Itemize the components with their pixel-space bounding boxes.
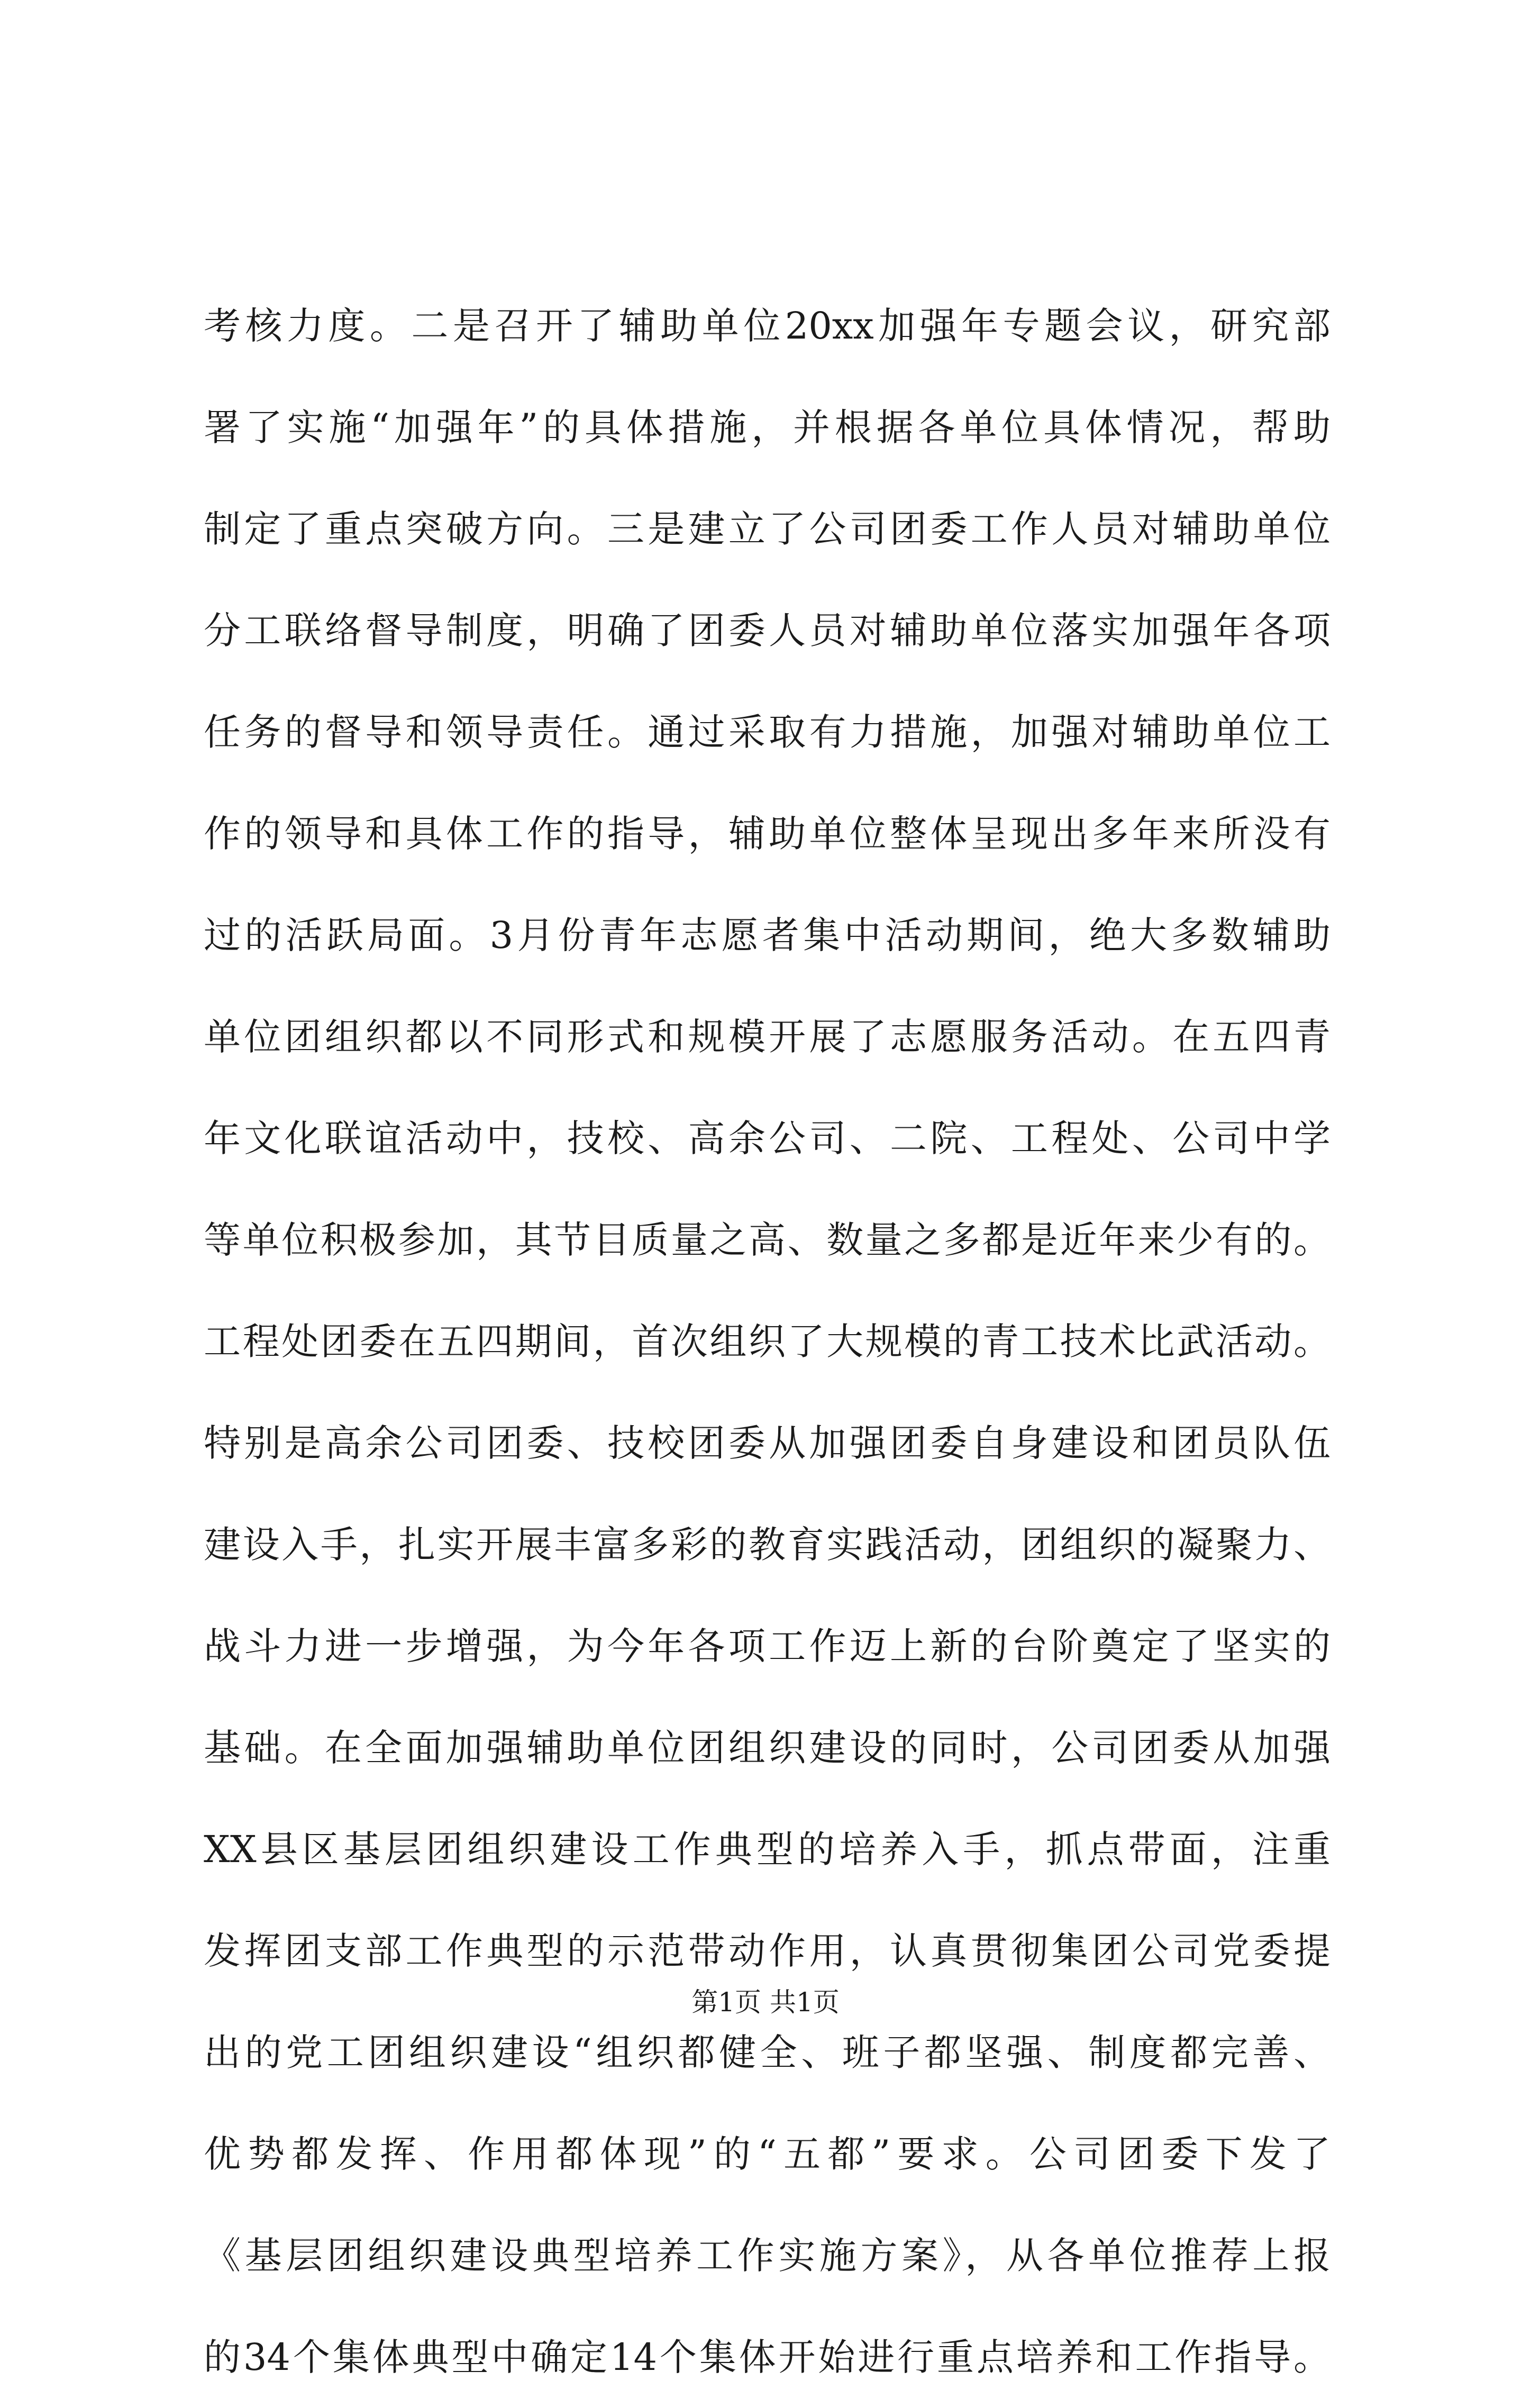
text-line: 发挥团支部工作典型的示范带动作用，认真贯彻集团公司党委提 xyxy=(204,1929,1330,1973)
text-line: 特别是高余公司团委、技校团委从加强团委自身建设和团员队伍 xyxy=(204,1421,1330,1465)
text-line: 工程处团委在五四期间，首次组织了大规模的青工技术比武活动。 xyxy=(204,1320,1330,1363)
page-footer: 第1页 共1页 xyxy=(691,1987,840,2018)
text-line: 制定了重点突破方向。三是建立了公司团委工作人员对辅助单位 xyxy=(204,507,1330,551)
text-line: 分工联络督导制度，明确了团委人员对辅助单位落实加强年各项 xyxy=(204,609,1330,652)
text-line: 战斗力进一步增强，为今年各项工作迈上新的台阶奠定了坚实的 xyxy=(204,1625,1330,1668)
text-line: 《基层团组织建设典型培养工作实施方案》，从各单位推荐上报 xyxy=(204,2234,1330,2277)
text-line: 的34个集体典型中确定14个集体开始进行重点培养和工作指导。 xyxy=(204,2336,1330,2379)
text-line: 年文化联谊活动中，技校、高余公司、二院、工程处、公司中学 xyxy=(204,1117,1330,1160)
text-line: 考核力度。二是召开了辅助单位20xx加强年专题会议，研究部 xyxy=(204,304,1330,348)
text-line: 基础。在全面加强辅助单位团组织建设的同时，公司团委从加强 xyxy=(204,1726,1330,1769)
text-line: 出的党工团组织建设“组织都健全、班子都坚强、制度都完善、 xyxy=(204,2031,1330,2074)
body-text xyxy=(204,275,1330,2408)
text-line: 单位团组织都以不同形式和规模开展了志愿服务活动。在五四青 xyxy=(204,1015,1330,1059)
text-line: 等单位积极参加，其节目质量之高、数量之多都是近年来少有的。 xyxy=(204,1218,1330,1262)
text-line: 过的活跃局面。3月份青年志愿者集中活动期间，绝大多数辅助 xyxy=(204,914,1330,957)
text-line: 署了实施“加强年”的具体措施，并根据各单位具体情况，帮助 xyxy=(204,406,1330,449)
text-line: XX县区基层团组织建设工作典型的培养入手，抓点带面，注重 xyxy=(204,1828,1330,1871)
text-line: 作的领导和具体工作的指导，辅助单位整体呈现出多年来所没有 xyxy=(204,812,1330,855)
text-line: 任务的督导和领导责任。通过采取有力措施，加强对辅助单位工 xyxy=(204,710,1330,754)
text-line: 建设入手，扎实开展丰富多彩的教育实践活动，团组织的凝聚力、 xyxy=(204,1523,1330,1566)
text-line: 优势都发挥、作用都体现”的“五都”要求。公司团委下发了 xyxy=(204,2132,1330,2176)
